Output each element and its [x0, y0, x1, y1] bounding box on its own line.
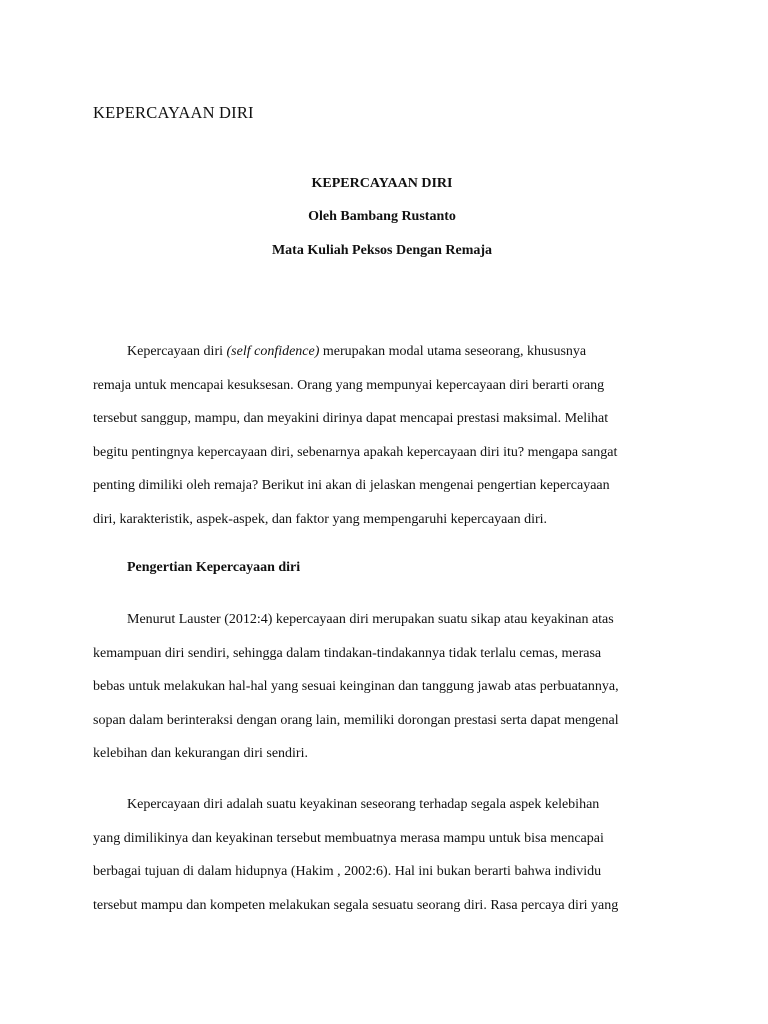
- paragraph-line: tersebut mampu dan kompeten melakukan segala sesuatu seorang diri. Rasa percaya diri yang: [93, 897, 619, 913]
- author-line: Oleh Bambang Rustanto: [308, 209, 456, 224]
- paragraph-belief: [93, 788, 675, 922]
- paragraph-line: yang dimilikinya dan keyakinan tersebut membuatnya merasa mampu untuk bisa mencapai: [93, 830, 604, 846]
- paragraph-line: remaja untuk mencapai kesuksesan. Orang yang mempunyai kepercayaan diri berarti orang: [93, 377, 605, 393]
- paragraph-line: [93, 335, 675, 369]
- section-heading: Pengertian Kepercayaan diri: [127, 560, 301, 575]
- paragraph-line: kemampuan diri sendiri, sehingga dalam tindakan-tindakannya tidak terlalu cemas, merasa: [93, 645, 602, 661]
- paragraph-line: kelebihan dan kekurangan diri sendiri.: [93, 746, 308, 762]
- paragraph-line: penting dimiliki oleh remaja? Berikut ini akan di jelaskan mengenai pengertian kepercayaan: [93, 478, 610, 494]
- italic-term: (self confidence): [226, 344, 320, 359]
- paragraph-line: Menurut Lauster (2012:4) kepercayaan diri merupakan suatu sikap atau keyakinan atas: [127, 612, 614, 627]
- text-run: Kepercayaan diri: [127, 344, 227, 359]
- paragraph-line: berbagai tujuan di dalam hidupnya (Hakim , 2002:6). Hal ini bukan berarti bahwa individu: [93, 864, 602, 880]
- paragraph-line: diri, karakteristik, aspek-aspek, dan faktor yang mempengaruhi kepercayaan diri.: [93, 511, 548, 527]
- paragraph-line: bebas untuk melakukan hal-hal yang sesuai keinginan dan tanggung jawab atas perbuatannya,: [93, 679, 619, 695]
- paragraph-line: tersebut sanggup, mampu, dan meyakini dirinya dapat mencapai prestasi maksimal. Melihat: [93, 411, 609, 427]
- center-title: KEPERCAYAAN DIRI: [311, 176, 453, 191]
- course-line: Mata Kuliah Peksos Dengan Remaja: [271, 243, 493, 258]
- paragraph-line: Kepercayaan diri adalah suatu keyakinan seseorang terhadap segala aspek kelebihan: [127, 797, 600, 812]
- text-run: merupakan modal utama seseorang, khususnya: [319, 344, 587, 359]
- paragraph-intro: [93, 335, 675, 537]
- paragraph-definition: [93, 603, 675, 771]
- paragraph-line: sopan dalam berinteraksi dengan orang lain, memiliki dorongan prestasi serta dapat mengenal: [93, 712, 619, 728]
- paragraph-line: begitu pentingnya kepercayaan diri, sebenarnya apakah kepercayaan diri itu? mengapa sangat: [93, 444, 618, 460]
- document-title: KEPERCAYAAN DIRI: [93, 103, 254, 122]
